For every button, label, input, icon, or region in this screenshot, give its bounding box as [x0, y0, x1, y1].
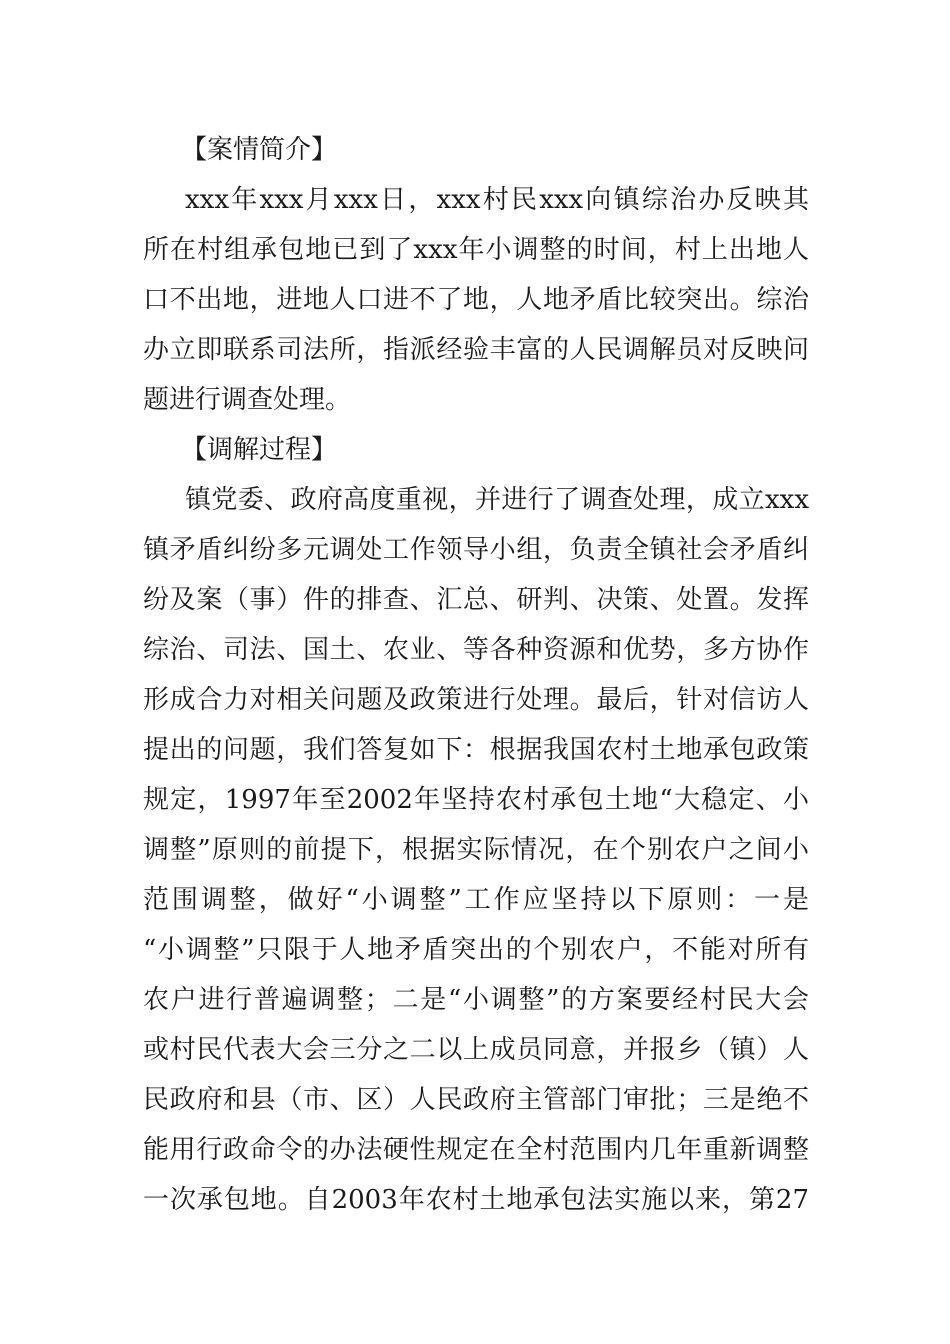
paragraph-line: 题进行调查处理。 [143, 385, 352, 415]
paragraph-line: 一次承包地。自2003年农村土地承包法实施以来，第27 [143, 1185, 809, 1215]
paragraph-line: 能用行政命令的办法硬性规定在全村范围内几年重新调整 [143, 1135, 809, 1165]
paragraph-line: 调整”原则的前提下，根据实际情况，在个别农户之间小 [143, 835, 809, 865]
paragraph-line: 口不出地，进地人口进不了地，人地矛盾比较突出。综治 [143, 285, 809, 315]
paragraph-line: 规定，1997年至2002年坚持农村承包土地“大稳定、小 [143, 785, 809, 815]
paragraph-line: 提出的问题，我们答复如下：根据我国农村土地承包政策 [143, 735, 809, 765]
paragraph-line: 或村民代表大会三分之二以上成员同意，并报乡（镇）人 [143, 1035, 809, 1065]
paragraph-line: 综治、司法、国土、农业、等各种资源和优势，多方协作 [143, 635, 809, 665]
paragraph-line: 范围调整，做好“小调整”工作应坚持以下原则：一是 [143, 885, 809, 915]
paragraph-line: 所在村组承包地已到了xxx年小调整的时间，村上出地人 [143, 235, 809, 265]
paragraph-line: 纷及案（事）件的排查、汇总、研判、决策、处置。发挥 [143, 585, 809, 615]
paragraph-line: xxx年xxx月xxx日，xxx村民xxx向镇综治办反映其 [185, 185, 809, 215]
section-heading-case-summary: 【案情简介】 [181, 135, 338, 165]
paragraph-line: 形成合力对相关问题及政策进行处理。最后，针对信访人 [143, 685, 809, 715]
paragraph-line: 民政府和县（市、区）人民政府主管部门审批；三是绝不 [143, 1085, 809, 1115]
paragraph-line: 镇矛盾纠纷多元调处工作领导小组，负责全镇社会矛盾纠 [143, 535, 809, 565]
paragraph-line: 农户进行普遍调整；二是“小调整”的方案要经村民大会 [143, 985, 809, 1015]
paragraph-line: 办立即联系司法所，指派经验丰富的人民调解员对反映问 [143, 335, 809, 365]
document-body [143, 125, 809, 1225]
paragraph-line: “小调整”只限于人地矛盾突出的个别农户，不能对所有 [143, 935, 809, 965]
section-heading-mediation-process: 【调解过程】 [181, 435, 338, 465]
paragraph-line: 镇党委、政府高度重视，并进行了调查处理，成立xxx [185, 485, 809, 515]
